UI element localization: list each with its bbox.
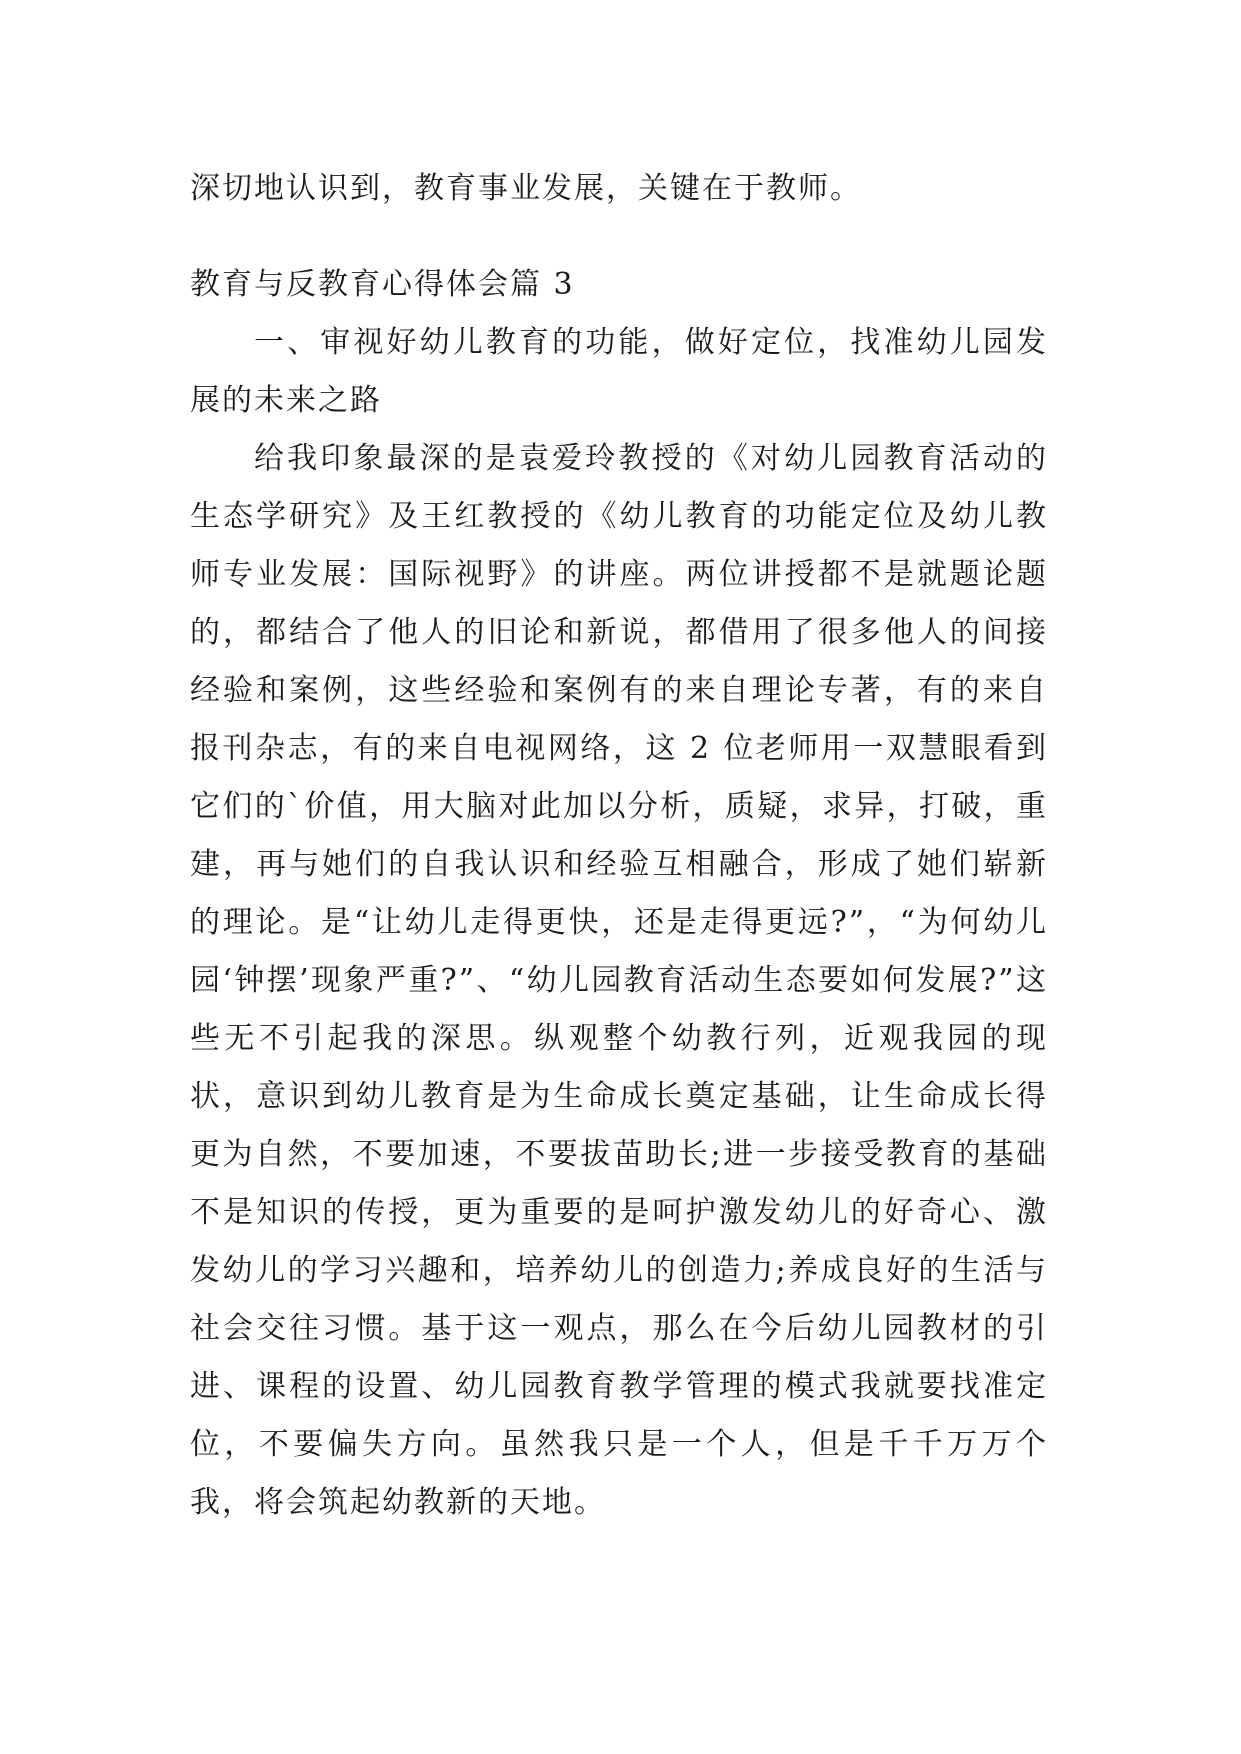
intro-line: 深切地认识到，教育事业发展，关键在于教师。 bbox=[190, 171, 862, 206]
paragraph-body: 给我印象最深的是袁爱玲教授的《对幼儿园教育活动的生态学研究》及王红教授的《幼儿教育的功能定位及幼儿教师专业发展：国际视野》的讲座。两位讲授都不是就题论题的，都结合了他人的旧论和新说，都借用了很多他人的间接经验和案例，这些经验和案例有的来自理论专著，有的来自报刊杂志，有的来自电视网络，这 2 位老师用一双慧眼看到它们的`价值，用大脑对此加以分析，质疑，求异，打破，重建，再与她们的自我认识和经验互相融合，形成了她们崭新的理论。是“让幼儿走得更快，还是走得更远?”，“为何幼儿园‘钟摆’现象严重?”、“幼儿园教育活动生态要如何发展?”这些无不引起我的深思。纵观整个幼教行列，近观我园的现状，意识到幼儿教育是为生命成长奠定基础，让生命成长得更为自然，不要加速，不要拔苗助长;进一步接受教育的基础不是知识的传授，更为重要的是呵护激发幼儿的好奇心、激发幼儿的学习兴趣和，培养幼儿的创造力;养成良好的生活与社会交往习惯。基于这一观点，那么在今后幼儿园教材的引进、课程的设置、幼儿园教育教学管理的模式我就要找准定位，不要偏失方向。虽然我只是一个人，但是千千万万个我，将会筑起幼教新的天地。 bbox=[190, 441, 1048, 1520]
paragraph-heading: 一、审视好幼儿教育的功能，做好定位，找准幼儿园发展的未来之路 bbox=[190, 325, 1048, 418]
document-body bbox=[190, 160, 1048, 1532]
section-title: 教育与反教育心得体会篇 3 bbox=[190, 267, 575, 302]
